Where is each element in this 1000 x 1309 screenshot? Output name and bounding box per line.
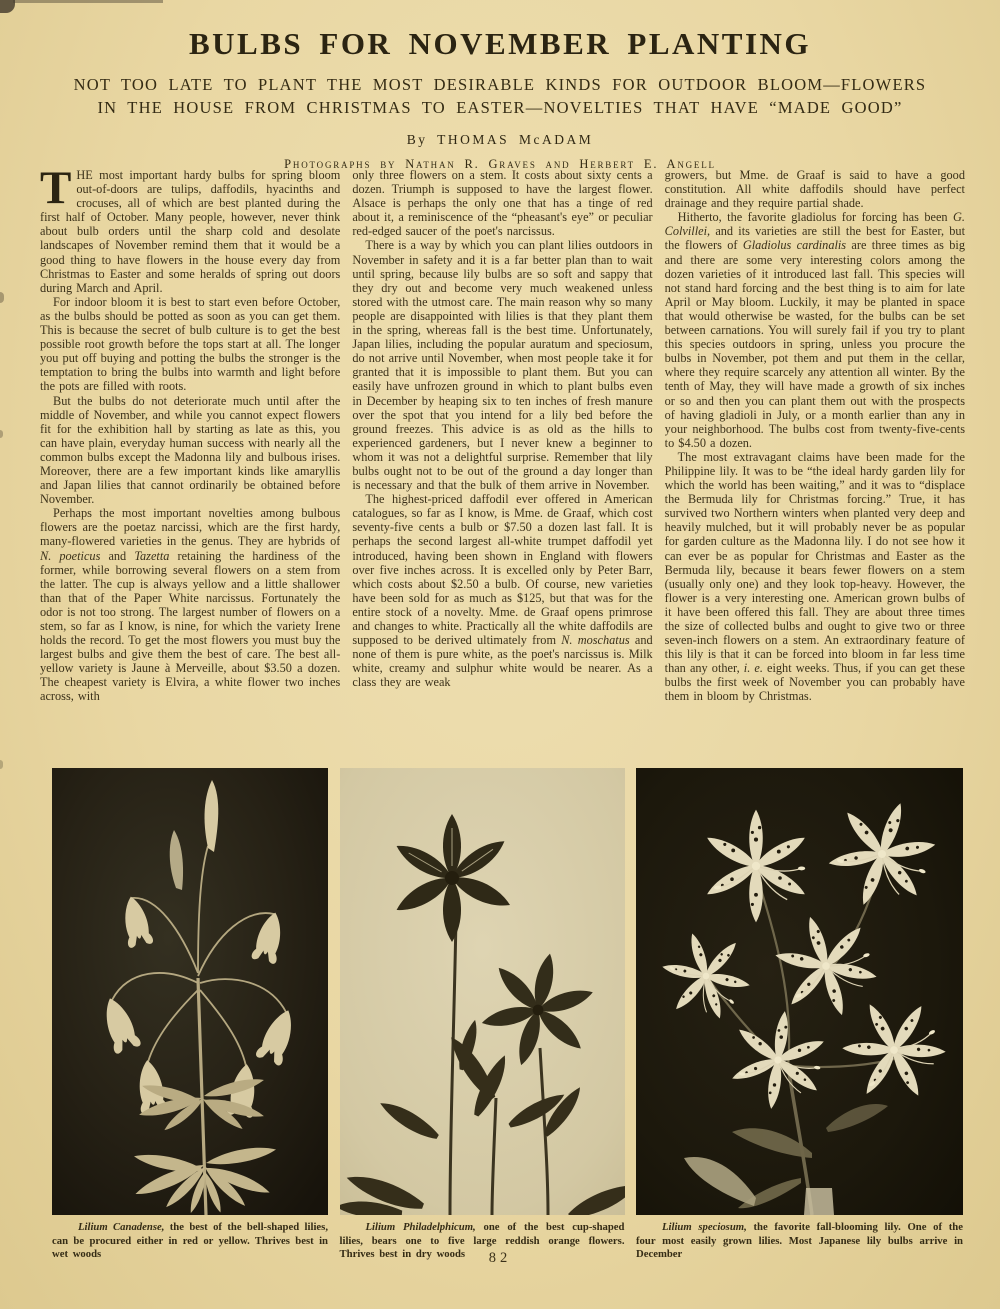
article-column-3 — [665, 168, 965, 770]
figure-caption: Lilium Canadense, the best of the bell-shaped lilies, can be procured either in red or yellow. Thrives best in wet woods — [52, 1221, 328, 1260]
article-paragraph: Hitherto, the favorite gladiolus for forcing has been G. Colvillei, and its varieties are still the best for Easter, but the flowers of Gladiolus cardinalis are three times as big and there are some very interesting colors among the dozen varieties of it introduced last fall. This species will not stand hard forcing and the best thing is to aim for late April or May bloom. Luckily, it may be planted in space that would otherwise be wasted, for the bulbs can be set between carnations. You will surely fail if you try to plant this species outdoors in spring, unless you procure the bulbs in November, pot them and put them in the cellar, where they require scarcely any attention all winter. By the tenth of May, they will have made a growth of six inches or so and then you can plant them out with the prospects of having gladioli in July, or a month earlier than any in your neighborhood. The bulbs cost from twenty-five-cents to $4.50 a dozen. — [664, 210, 965, 450]
photo-lilium-speciosum — [636, 768, 963, 1215]
article-paragraph: But the bulbs do not deteriorate much until after the middle of November, and while you cannot expect flowers fit for the exhibition hall by starting as late as this, you can have plain, everyday human success with nearly all the common bulbs except the Madonna lily and bulbous irises. Moreover, there are a few important kinds like amaryllis and Japan lilies that cannot ordinarily be obtained before November. — [40, 393, 341, 507]
article-paragraph: There is a way by which you can plant lilies outdoors in November in safety and it is a far better plan than to wait until spring, because lily bulbs are so soft and sappy that they dry out and become very much weakened unless stored with the utmost care. The main reason why so many people are disappointed with lilies is that they plant them in the spring, whereas fall is the best time. Unfortunately, Japan lilies, including the popular auratum and speciosum, do not arrive until November, when most people take it for granted that it is impossible to plant them. But you can easily have unfrozen ground in which to plant bulbs even in December by heaping six to ten inches of fresh manure over the spot that you intend for a lily bed before the ground freezes. This advice is as old as the hills to experienced gardeners, but I never knew a beginner to whom it was not a delightful surprise. Remember that lily bulbs ought not to be out of the ground a day longer than is necessary and that the bulk of them arrive in November. — [352, 238, 653, 493]
article-paragraph: only three flowers on a stem. It costs about sixty cents a dozen. Triumph is supposed to have the largest flower. Alsace is perhaps the only one that has a tinge of red about it, a reminiscence of the “pheasant's eye” or peculiar red-edged saucer of the poet's narcissus. — [352, 168, 653, 239]
article-subtitle — [0, 73, 1000, 119]
article-paragraph: growers, but Mme. de Graaf is said to have a good constitution. All white daffodils should have perfect drainage and they require partial shade. — [664, 168, 965, 211]
subtitle-line-1: NOT TOO LATE TO PLANT THE MOST DESIRABLE KINDS FOR OUTDOOR BLOOM—FLOWERS — [73, 75, 927, 94]
photo-lilium-canadense — [52, 768, 328, 1215]
figure-lilium-speciosum — [636, 768, 963, 1262]
article-byline: By THOMAS McADAM — [406, 132, 594, 147]
article-paragraph: For indoor bloom it is best to start even before October, as the bulbs should be potted as soon as you can get them. This is because the secret of bulb culture is to get the best possible root growth before the tops start at all. The longer you put off buying and potting the bulbs the stronger is the temptation to bring the bulbs into warmth and light before the pots are filled with roots. — [40, 294, 341, 394]
figure-lilium-canadense — [52, 768, 328, 1262]
article-credits: Photographs by Nathan R. Graves and Herbert E. Angell — [284, 157, 716, 171]
article-column-1 — [40, 168, 340, 770]
figure-caption: Lilium speciosum, the favorite fall-blooming lily. One of the four most easily grown lilies. Most Japanese lily bulbs arrive in December — [636, 1221, 963, 1260]
scan-artifact — [0, 760, 3, 769]
article-paragraph — [40, 168, 340, 295]
scan-artifact — [13, 0, 163, 3]
drop-cap: T — [40, 168, 72, 214]
article-column-2 — [352, 168, 652, 770]
article-header — [0, 26, 1000, 172]
photo-lilium-philadelphicum — [340, 768, 625, 1215]
article-paragraph: The highest-priced daffodil ever offered in American catalogues, so far as I know, is Mme. de Graaf, which cost seventy-five cents a bulb or $7.50 a dozen last fall. It is perhaps the second largest all-white trumpet daffodil yet introduced, having been shown in England with flowers over five inches across. It is excelled only by Peter Barr, which costs about $2.50 a bulb. Of course, new varieties have been sold for as much as $125, but that was for the entire stock of a novelty. Mme. de Graaf opens primrose and changes to white. Practically all the white daffodils are supposed to be derived ultimately from N. moschatus and none of them is pure white, as the poet's narcissus is. Milk white, creamy and sulphur white would be nearer. As a class they are weak — [352, 492, 653, 690]
subtitle-line-2: IN THE HOUSE FROM CHRISTMAS TO EASTER—NOVELTIES THAT HAVE “MADE GOOD” — [97, 98, 903, 117]
scan-artifact — [0, 430, 3, 438]
figure-row — [52, 768, 963, 1262]
article-body — [40, 168, 965, 770]
figure-lilium-philadelphicum — [340, 768, 625, 1262]
article-paragraph: The most extravagant claims have been made for the Philippine lily. It was to be “the ideal hardy garden lily for which the world has been waiting,” and it was to “displace the Bermuda lily for Christmas forcing.” True, it has survived two Northern winters when planted very deep and heavily mulched, but it will probably never be as popular for garden culture as the Madonna lily. I do not see how it can ever be as popular for Christmas and Easter as the Bermuda lily, because it bears fewer flowers on a stem (usually only one) and they look top-heavy. However, the flower is a very interesting one. American grown bulbs of it have been offered this fall. They are about three times the size of collected bulbs and ought to give two or three seven-inch flowers on a stem. An extraordinary feature of this lily is that it can be forced into bloom in far less time than any other, i. e. eight weeks. Thus, if you can get these bulbs the first week of November you can probably have them in bloom by Christmas. — [664, 449, 965, 704]
paragraph-text: HE most important hardy bulbs for spring bloom out-of-doors are tulips, daffodils, hyacinths and crocuses, all of which are best planted during the first half of October. Many people, however, never think about bulb orders until the sharp cold and desolate landscapes of November remind them that it would be a good thing to have flowers in the house every day from Christmas to Easter and some heralds of spring out doors during March and April. — [40, 168, 341, 295]
article-paragraph: Perhaps the most important novelties among bulbous flowers are the poetaz narcissi, which are the first hardy, many-flowered varieties in the genus. They are hybrids of N. poeticus and Tazetta retaining the hardiness of the former, while borrowing several flowers on a stem from the latter. The cup is always yellow and a little shallower than that of the Paper White narcissus. Fortunately the odor is not too strong. The largest number of flowers on a stem, so far as I know, is nine, for which the variety Irene holds the record. To get the most flowers you must buy the largest bulbs and give them the best of care. The best all-yellow variety is Jaune à Merveille, about $3.50 a dozen. The cheapest variety is Elvira, a white flower two inches across, with — [40, 506, 341, 704]
figure-caption: Lilium Philadelphicum, one of the best cup-shaped lilies, bears one to five large reddish orange flowers. Thrives best in dry woods — [339, 1221, 625, 1260]
scan-artifact — [0, 292, 4, 303]
page-number: 82 — [488, 1250, 512, 1266]
article-title: BULBS FOR NOVEMBER PLANTING — [188, 26, 812, 61]
